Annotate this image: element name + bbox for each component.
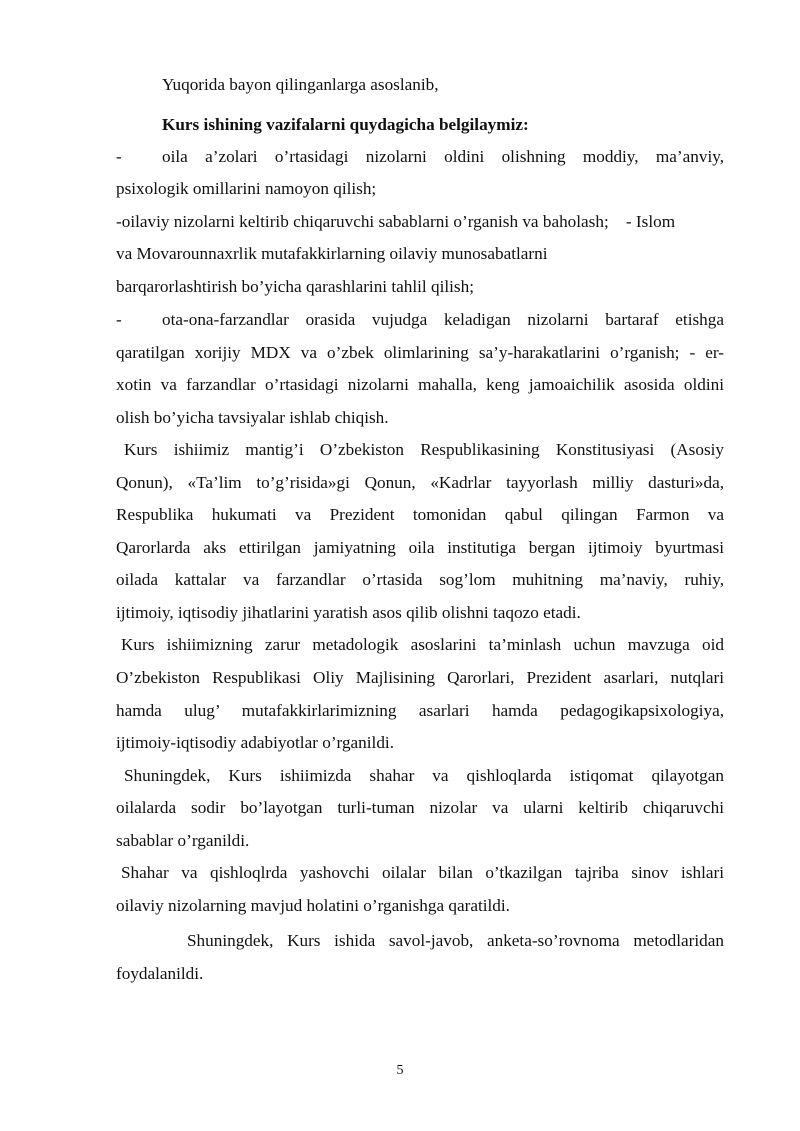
- text-line: Shuningdek, Kurs ishiimizda shahar va qishloqlarda istiqomat qilayotgan: [124, 766, 724, 785]
- text-line: O’zbekiston Respublikasi Oliy Majlisining Qarorlari, Prezident asarlari, nutqlari: [116, 668, 724, 687]
- page-number: 5: [396, 1063, 404, 1078]
- text-line: olish bo’yicha tavsiyalar ishlab chiqish.: [116, 408, 389, 427]
- text-line: oilaviy nizolarning mavjud holatini o’rganishga qaratildi.: [116, 896, 510, 915]
- text-line: xotin va farzandlar o’rtasidagi nizolarni mahalla, keng jamoaichilik asosida oldini: [116, 375, 724, 394]
- text-line: oilada kattalar va farzandlar o’rtasida sog’lom muhitning ma’naviy, ruhiy,: [116, 570, 724, 589]
- text-line: Qonun), «Ta’lim to’g’risida»gi Qonun, «Kadrlar tayyorlash milliy dasturi»da,: [116, 473, 724, 492]
- text-line: Kurs ishiimizning zarur metadologik asoslarini ta’minlash uchun mavzuga oid: [121, 635, 724, 654]
- list-dash: -: [116, 147, 122, 166]
- text-line: va Movarounnaxrlik mutafakkirlarning oilaviy munosabatlarni: [116, 244, 548, 263]
- text-line: qaratilgan xorijiy MDX va o’zbek olimlarining sa’y-harakatlarini o’rganish; - er-: [116, 343, 724, 362]
- text-line: ota-ona-farzandlar orasida vujudga keladigan nizolarni bartaraf etishga: [162, 310, 724, 329]
- text-line: hamda ulug’ mutafakkirlarimizning asarlari hamda pedagogikapsixologiya,: [116, 701, 724, 720]
- text-line: ijtimoiy-iqtisodiy adabiyotlar o’rganildi.: [116, 733, 394, 752]
- text-line: -oilaviy nizolarni keltirib chiqaruvchi sabablarni o’rganish va baholash; - Islom: [116, 212, 676, 231]
- text-line: Kurs ishiimiz mantig’i O’zbekiston Respublikasining Konstitusiyasi (Asosiy: [124, 440, 724, 459]
- text-line: barqarorlashtirish bo’yicha qarashlarini tahlil qilish;: [116, 277, 474, 296]
- text-line: psixologik omillarini namoyon qilish;: [116, 179, 377, 198]
- text-line: Shahar va qishloqlrda yashovchi oilalar bilan o’tkazilgan tajriba sinov ishlari: [121, 863, 724, 882]
- list-dash: -: [116, 310, 122, 329]
- text-line: foydalanildi.: [116, 964, 204, 983]
- text-line: oila a’zolari o’rtasidagi nizolarni oldini olishning moddiy, ma’anviy,: [162, 147, 724, 166]
- task-heading: Kurs ishining vazifalarni quydagicha belgilaymiz:: [162, 115, 529, 134]
- text-line: sabablar o’rganildi.: [116, 831, 250, 850]
- text-line: ijtimoiy, iqtisodiy jihatlarini yaratish asos qilib olishni taqozo etadi.: [116, 603, 581, 622]
- text-line: oilalarda sodir bo’layotgan turli-tuman nizolar va ularni keltirib chiqaruvchi: [116, 798, 724, 817]
- text-line: Yuqorida bayon qilinganlarga asoslanib,: [162, 75, 439, 94]
- text-line: Shuningdek, Kurs ishida savol-javob, anketa-so’rovnoma metodlaridan: [187, 931, 724, 950]
- text-line: Respublika hukumati va Prezident tomonidan qabul qilingan Farmon va: [116, 505, 724, 524]
- text-line: Qarorlarda aks ettirilgan jamiyatning oila institutiga bergan ijtimoiy byurtmasi: [116, 538, 724, 557]
